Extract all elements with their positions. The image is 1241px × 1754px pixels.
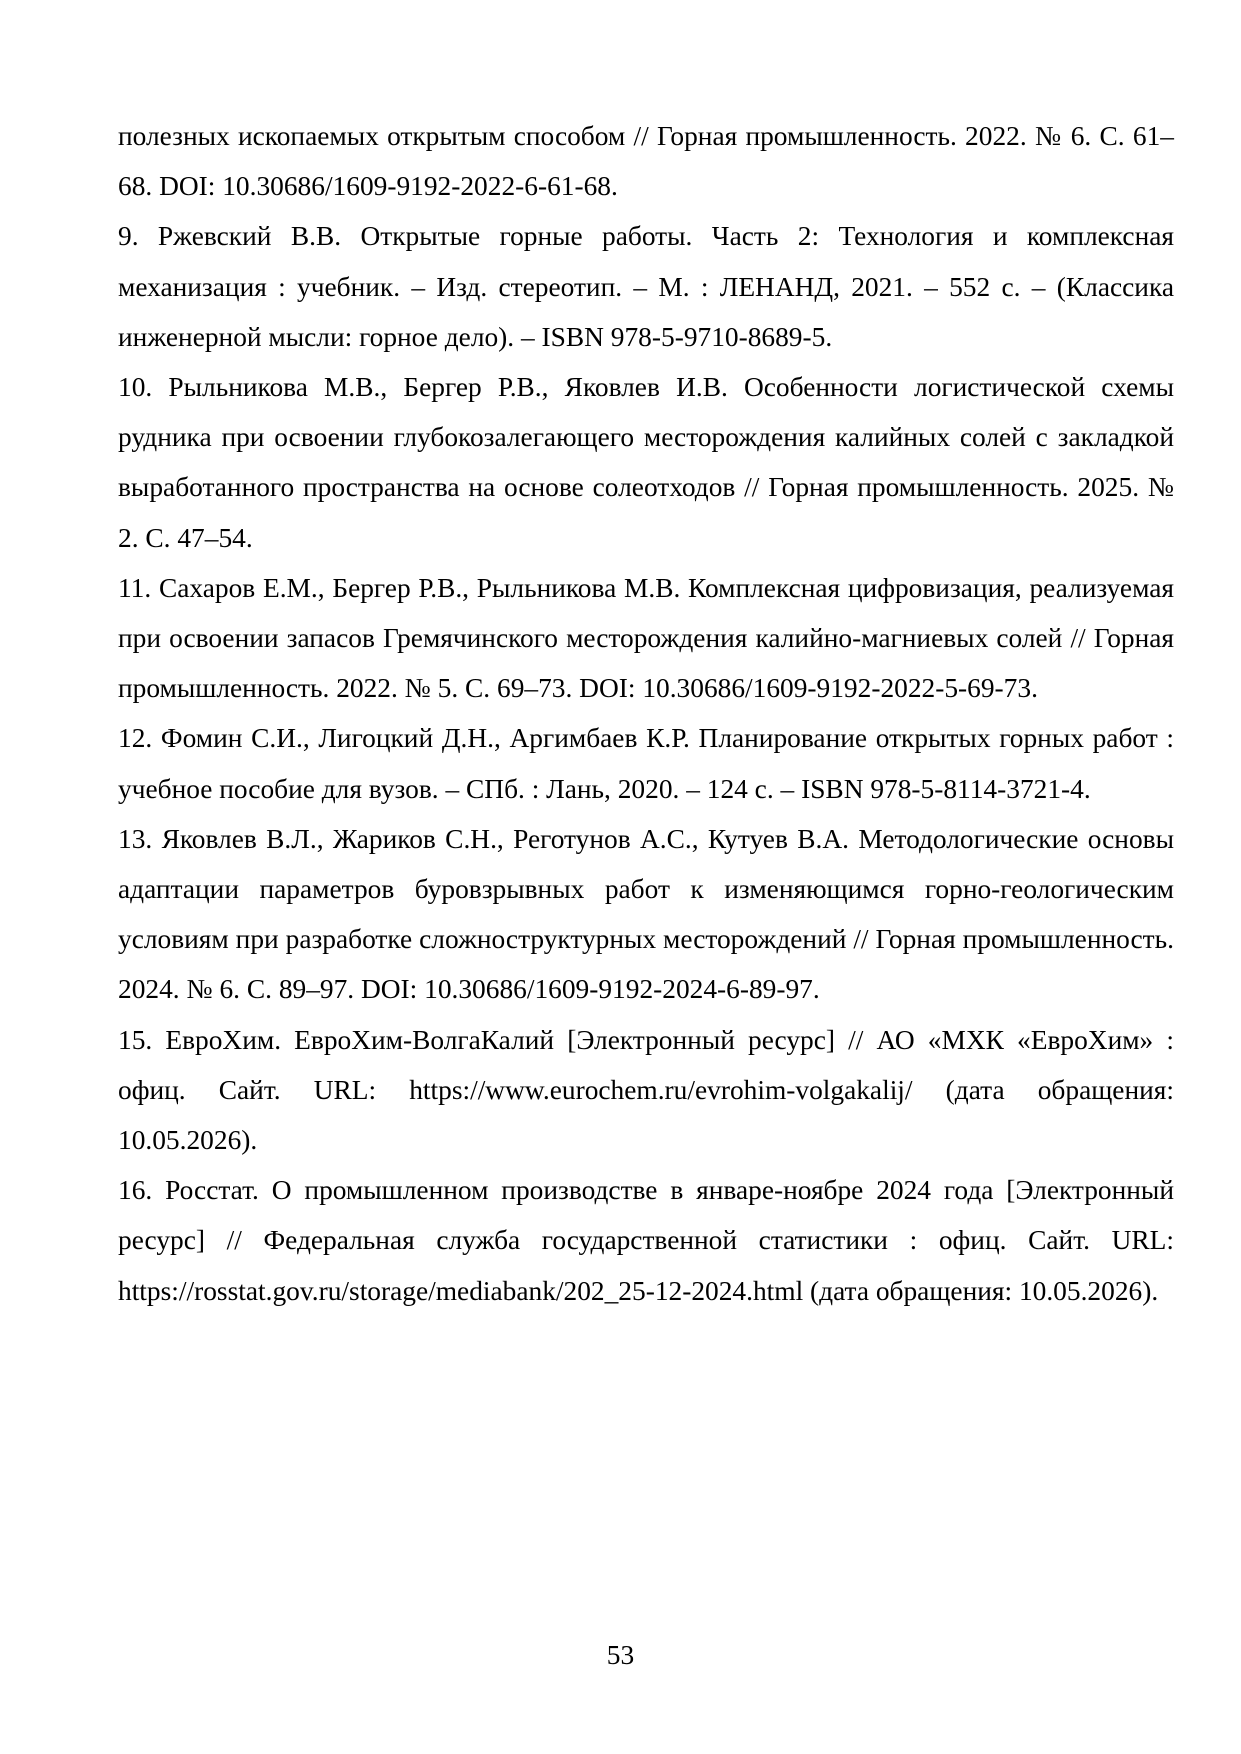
reference-item-13: 13. Яковлев В.Л., Жариков С.Н., Реготунов А.С., Кутуев В.А. Методологические основы адаптации параметров буровзрывных работ к изменяющимся горно-геологическим условиям при разработке сложноструктурных месторождений // Горная промышленность. 2024. № 6. С. 89–97. DOI: 10.30686/1609-9192-2024-6-89-97. (118, 823, 1174, 1005)
reference-item-10: 10. Рыльникова М.В., Бергер Р.В., Яковлев И.В. Особенности логистической схемы рудника при освоении глубокозалегающего месторождения калийных солей с закладкой выработанного пространства на основе солеотходов // Горная промышленность. 2025. № 2. С. 47–54. (118, 372, 1174, 553)
reference-item-11: 11. Сахаров Е.М., Бергер Р.В., Рыльникова М.В. Комплексная цифровизация, реализуемая при освоении запасов Гремячинского месторождения калийно-магниевых солей // Горная промышленность. 2022. № 5. С. 69–73. DOI: 10.30686/1609-9192-2022-5-69-73. (118, 572, 1174, 704)
reference-list (118, 111, 1174, 1316)
reference-item-12: 12. Фомин С.И., Лигоцкий Д.Н., Аргимбаев К.Р. Планирование открытых горных работ : учебное пособие для вузов. – СПб. : Лань, 2020. – 124 с. – ISBN 978-5-8114-3721-4. (118, 723, 1174, 804)
reference-item-15: 15. ЕвроХим. ЕвроХим-ВолгаКалий [Электронный ресурс] // АО «МХК «ЕвроХим» : офиц. Сайт. URL: https://www.eurochem.ru/evrohim-volgakalij/ (дата обращения: 10.05.2026). (118, 1024, 1174, 1156)
reference-item-9: 9. Ржевский В.В. Открытые горные работы. Часть 2: Технология и комплексная механизация : учебник. – Изд. стереотип. – М. : ЛЕНАНД, 2021. – 552 с. – (Классика инженерной мысли: горное дело). – ISBN 978-5-9710-8689-5. (118, 221, 1174, 352)
page-number: 53 (606, 1640, 635, 1670)
reference-item-8-continued: полезных ископаемых открытым способом // Горная промышленность. 2022. № 6. С. 61–68. DOI: 10.30686/1609-9192-2022-6-61-68. (118, 121, 1174, 202)
reference-item-16: 16. Росстат. О промышленном производстве в январе-ноябре 2024 года [Электронный ресурс] // Федеральная служба государственной статистики : офиц. Сайт. URL: https://rosstat.gov.ru/storage/mediabank/202_25-12-2024.html (дата обращения: 10.05.2026). (118, 1175, 1174, 1306)
